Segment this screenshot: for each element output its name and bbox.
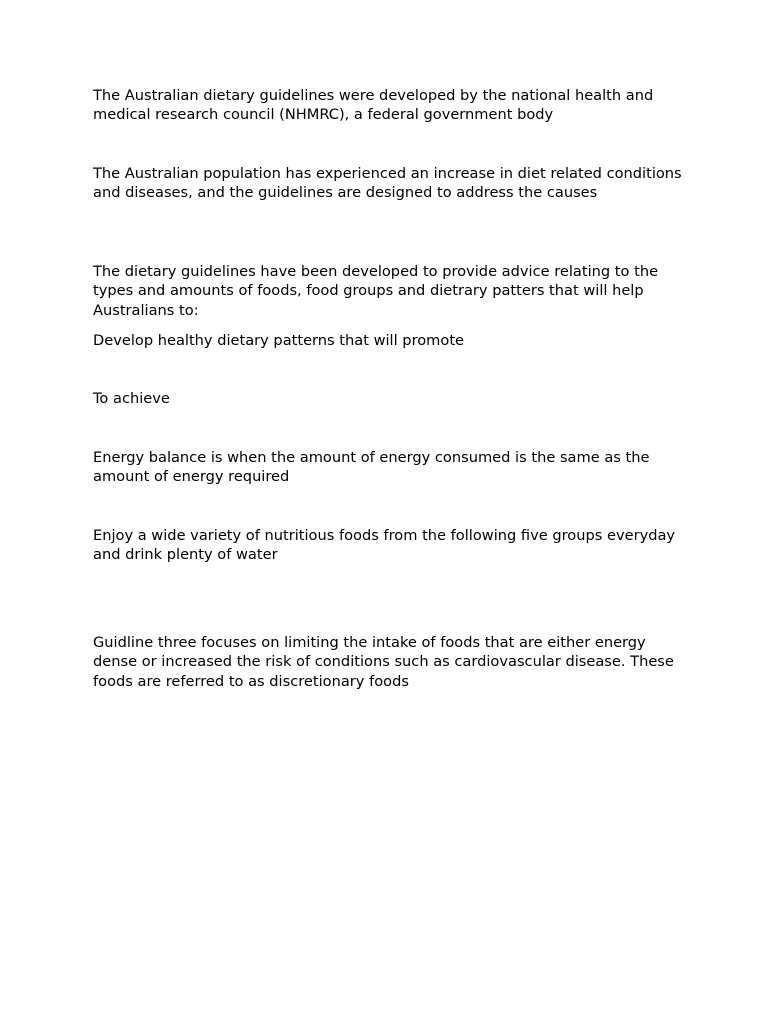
paragraph-nhmrc-origin: The Australian dietary guidelines were developed by the national health and medical research council (NHMRC), a federal government body <box>93 87 654 124</box>
paragraph-energy-balance: Energy balance is when the amount of energy consumed is the same as the amount of energy required <box>93 449 650 486</box>
paragraph-guidelines-purpose: The dietary guidelines have been developed to provide advice relating to the types and amounts of foods, food groups and dietrary patters that will help Australians to: <box>93 263 659 319</box>
paragraph-to-achieve: To achieve <box>93 390 170 407</box>
paragraph-population-health: The Australian population has experienced an increase in diet related conditions and diseases, and the guidelines are designed to address the causes <box>93 165 682 202</box>
paragraph-discretionary-foods: Guidline three focuses on limiting the intake of foods that are either energy dense or increased the risk of conditions such as cardiovascular disease. These foods are referred to as discretionary foods <box>93 634 674 690</box>
paragraph-healthy-patterns: Develop healthy dietary patterns that will promote <box>93 332 465 349</box>
paragraph-five-food-groups: Enjoy a wide variety of nutritious foods from the following five groups everyday and drink plenty of water <box>93 527 676 564</box>
